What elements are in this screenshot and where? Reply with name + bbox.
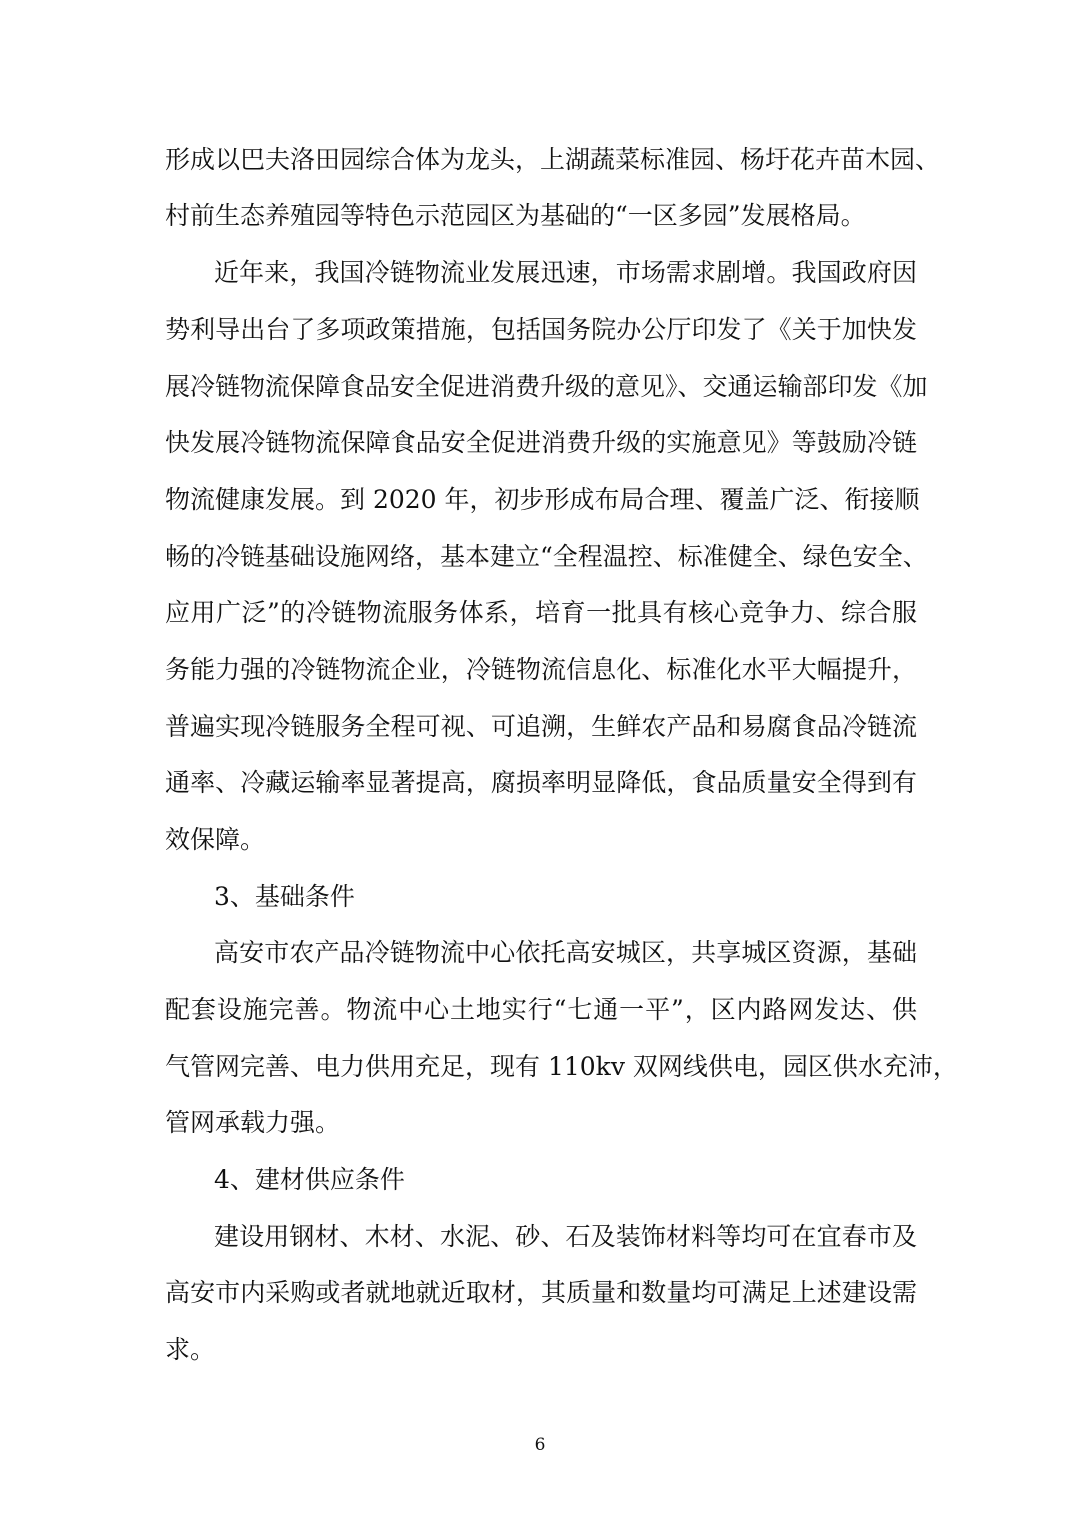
section-heading-3: 3、基础条件 [214,882,355,911]
paragraph-1-line-1: 形成以巴夫洛田园综合体为龙头，上湖蔬菜标准园、杨圩花卉苗木园、 [165,145,941,174]
paragraph-2-line-7: 应用广泛”的冷链物流服务体系，培育一批具有核心竞争力、综合服 [165,598,917,627]
paragraph-2-line-11: 效保障。 [165,825,266,854]
paragraph-2-line-2: 势利导出台了多项政策措施，包括国务院办公厅印发了《关于加快发 [165,315,917,344]
paragraph-4-line-2: 高安市内采购或者就地就近取材，其质量和数量均可满足上述建设需 [165,1278,917,1307]
paragraph-3-line-2: 配套设施完善。物流中心土地实行“七通一平”，区内路网发达、供 [165,995,917,1024]
paragraph-2-line-3: 展冷链物流保障食品安全促进消费升级的意见》、交通运输部印发《加 [165,372,928,401]
paragraph-2-line-4: 快发展冷链物流保障食品安全促进消费升级的实施意见》等鼓励冷链 [165,428,917,457]
paragraph-3-line-3: 气管网完善、电力供用充足，现有 110kv 双网线供电，园区供水充沛， [165,1052,958,1081]
paragraph-3-line-4: 管网承载力强。 [165,1108,341,1137]
paragraph-2-line-9: 普遍实现冷链服务全程可视、可追溯，生鲜农产品和易腐食品冷链流 [165,712,917,741]
paragraph-2-line-6: 畅的冷链基础设施网络，基本建立“全程温控、标准健全、绿色安全、 [165,542,928,571]
paragraph-2-line-10: 通率、冷藏运输率显著提高，腐损率明显降低，食品质量安全得到有 [165,768,917,797]
paragraph-2-line-1: 近年来，我国冷链物流业发展迅速，市场需求剧增。我国政府因 [214,258,917,287]
paragraph-4-line-3: 求。 [165,1335,216,1364]
paragraph-2-line-8: 务能力强的冷链物流企业，冷链物流信息化、标准化水平大幅提升， [165,655,917,684]
paragraph-3-line-1: 高安市农产品冷链物流中心依托高安城区，共享城区资源，基础 [214,938,917,967]
paragraph-4-line-1: 建设用钢材、木材、水泥、砂、石及装饰材料等均可在宜春市及 [214,1222,917,1251]
paragraph-1-line-2: 村前生态养殖园等特色示范园区为基础的“一区多园”发展格局。 [165,201,866,230]
paragraph-2-line-5: 物流健康发展。到 2020 年，初步形成布局合理、覆盖广泛、衔接顺 [165,485,920,514]
page-number: 6 [534,1435,546,1455]
section-heading-4: 4、建材供应条件 [214,1165,405,1194]
